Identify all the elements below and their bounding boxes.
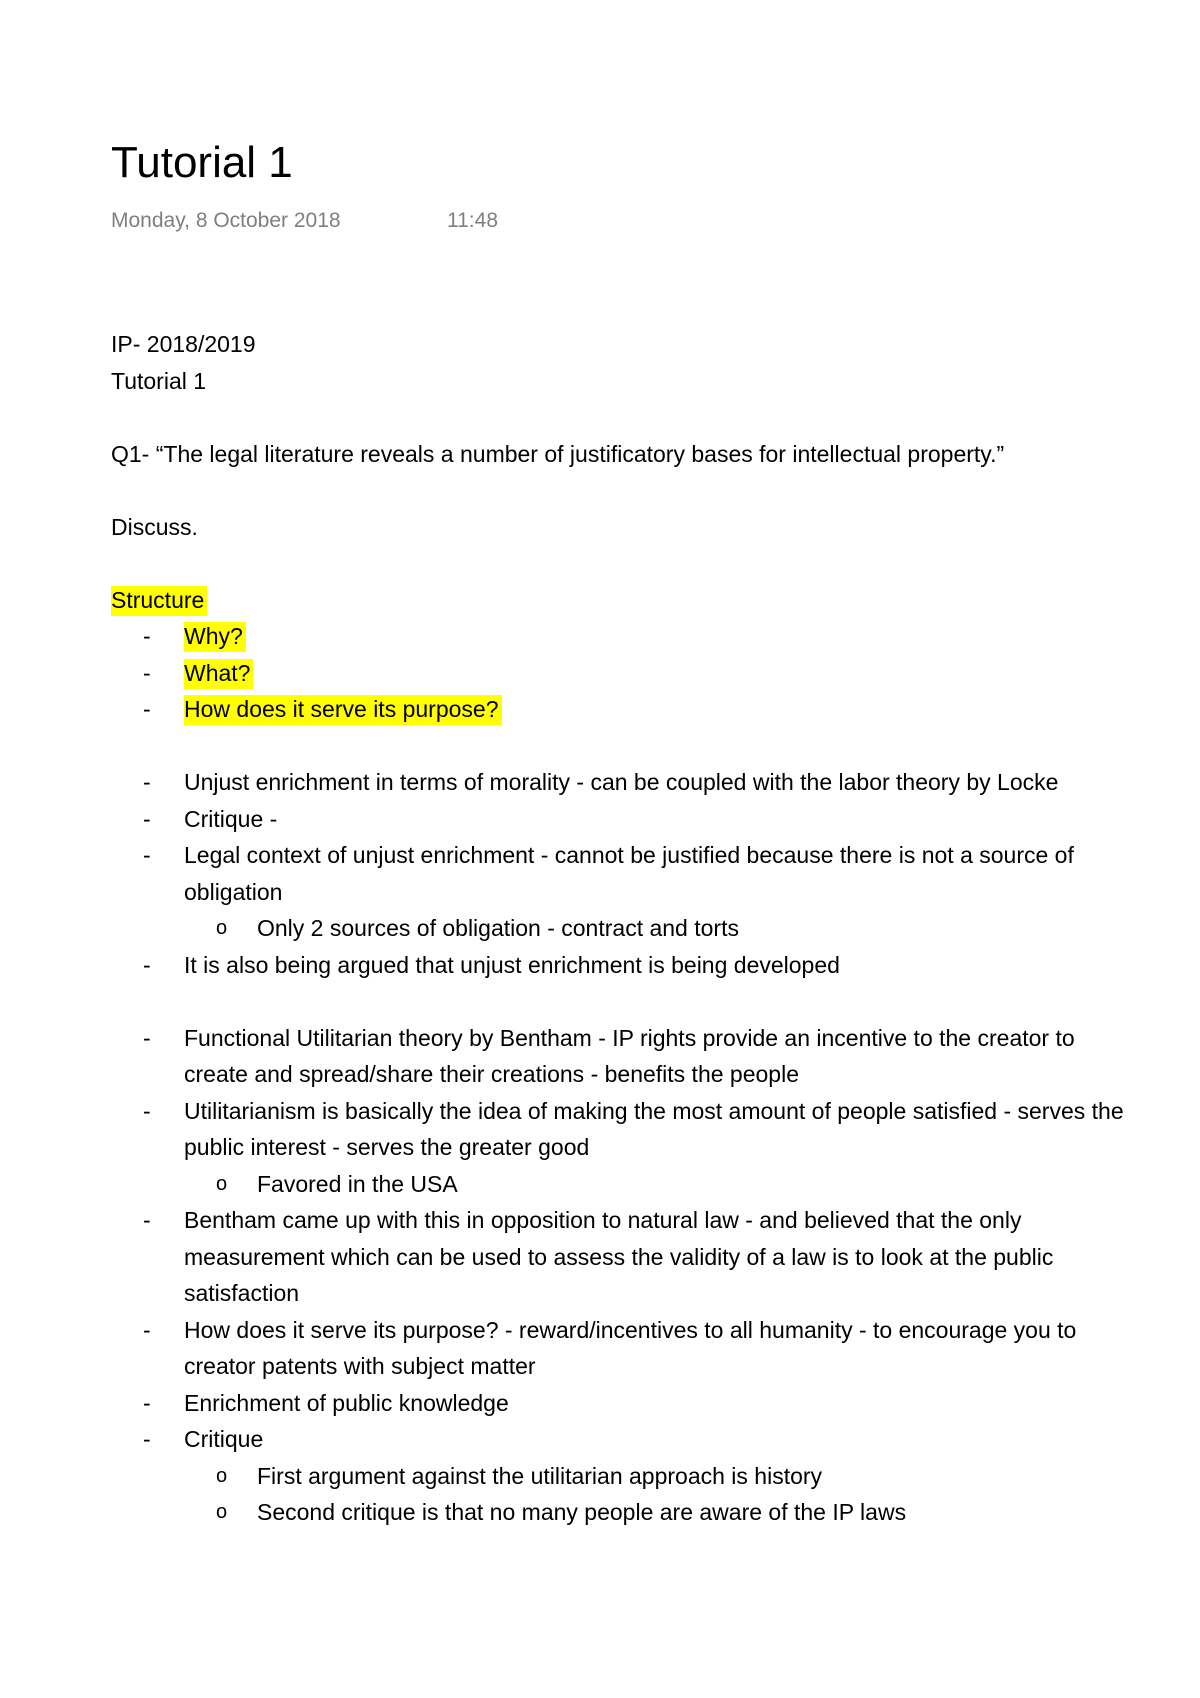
list-item-text: Enrichment of public knowledge — [184, 1389, 509, 1416]
list-item-text: Bentham came up with this in opposition to natural law - and believed that the only measurement which can be used to assess the validity of a law is to look at the public satisfaction — [184, 1207, 1054, 1306]
highlighted-item-text: How does it serve its purpose? — [184, 695, 502, 725]
page-title: Tutorial 1 — [111, 138, 293, 187]
list-item — [111, 691, 1131, 728]
utilitarian-theory-list — [111, 1020, 1131, 1531]
sub-list-item — [184, 1458, 1131, 1495]
list-item-text: Critique - — [184, 805, 278, 832]
sub-list-item-text: Only 2 sources of obligation - contract and torts — [257, 915, 739, 941]
list-item-text: It is also being argued that unjust enrichment is being developed — [184, 951, 840, 978]
list-item — [111, 1202, 1131, 1312]
circle-bullet: o — [216, 1501, 228, 1523]
dash-bullet: - — [143, 805, 151, 832]
dash-bullet: - — [143, 1207, 151, 1233]
sub-list-item-text: Favored in the USA — [257, 1170, 458, 1197]
sub-list-item-text: First argument against the utilitarian approach is history — [257, 1462, 823, 1489]
dash-bullet: - — [143, 696, 151, 722]
dash-bullet: - — [143, 1426, 151, 1452]
dash-bullet: - — [143, 769, 151, 795]
highlighted-item-text: Why? — [184, 622, 246, 652]
page-time: 11:48 — [447, 209, 498, 232]
list-item — [111, 655, 1131, 692]
sub-list-item — [184, 910, 1131, 947]
sub-list — [184, 1166, 1131, 1203]
list-item — [111, 764, 1131, 801]
spacer — [111, 983, 1131, 1020]
list-item — [111, 1312, 1131, 1385]
structure-list — [111, 618, 1131, 728]
list-item — [111, 837, 1131, 947]
structure-heading-highlight: Structure — [111, 586, 207, 616]
sub-list-item-text: Second critique is that no many people are aware of the IP laws — [257, 1499, 907, 1525]
spacer — [111, 472, 1131, 509]
list-item-text: Critique — [184, 1426, 264, 1452]
circle-bullet: o — [216, 1464, 228, 1487]
page-date: Monday, 8 October 2018 — [111, 209, 341, 232]
spacer — [111, 728, 1131, 765]
sub-list-item — [184, 1166, 1131, 1203]
unjust-enrichment-list — [111, 764, 1131, 983]
spacer — [111, 399, 1131, 436]
list-item — [111, 1093, 1131, 1203]
course-line: IP- 2018/2019 — [111, 331, 256, 357]
dash-bullet: - — [143, 1097, 151, 1124]
subtitle-line: Tutorial 1 — [111, 367, 207, 394]
list-item — [111, 801, 1131, 838]
dash-bullet: - — [143, 659, 151, 686]
list-item — [111, 947, 1131, 984]
list-item-text: Utilitarianism is basically the idea of making the most amount of people satisfied - serves the public interest - serves the greater good — [184, 1097, 1124, 1160]
sub-list — [184, 1458, 1131, 1531]
list-item — [111, 618, 1131, 655]
list-item-text: Legal context of unjust enrichment - cannot be justified because there is not a source of obligation — [184, 842, 1074, 905]
dash-bullet: - — [143, 1024, 151, 1051]
sub-list-item — [184, 1494, 1131, 1531]
circle-bullet: o — [216, 1172, 228, 1195]
sub-list — [184, 910, 1131, 947]
question-text: Q1- “The legal literature reveals a number of justificatory bases for intellectual property.” — [111, 440, 1005, 467]
list-item — [111, 1385, 1131, 1422]
dash-bullet: - — [143, 951, 151, 978]
instruction-text: Discuss. — [111, 513, 198, 540]
dash-bullet: - — [143, 1316, 151, 1343]
list-item — [111, 1020, 1131, 1093]
note-body — [111, 326, 1131, 1531]
circle-bullet: o — [216, 917, 228, 939]
list-item — [111, 1421, 1131, 1531]
list-item-text: Functional Utilitarian theory by Bentham - IP rights provide an incentive to the creator to create and spread/share their creations - benefits the people — [184, 1024, 1075, 1087]
structure-heading — [111, 582, 1131, 619]
dash-bullet: - — [143, 842, 151, 868]
highlighted-item-text: What? — [184, 659, 253, 689]
spacer — [111, 545, 1131, 582]
list-item-text: Unjust enrichment in terms of morality - can be coupled with the labor theory by Locke — [184, 769, 1059, 795]
dash-bullet: - — [143, 623, 151, 649]
list-item-text: How does it serve its purpose? - reward/incentives to all humanity - to encourage you to creator patents with subject matter — [184, 1316, 1077, 1379]
dash-bullet: - — [143, 1389, 151, 1416]
